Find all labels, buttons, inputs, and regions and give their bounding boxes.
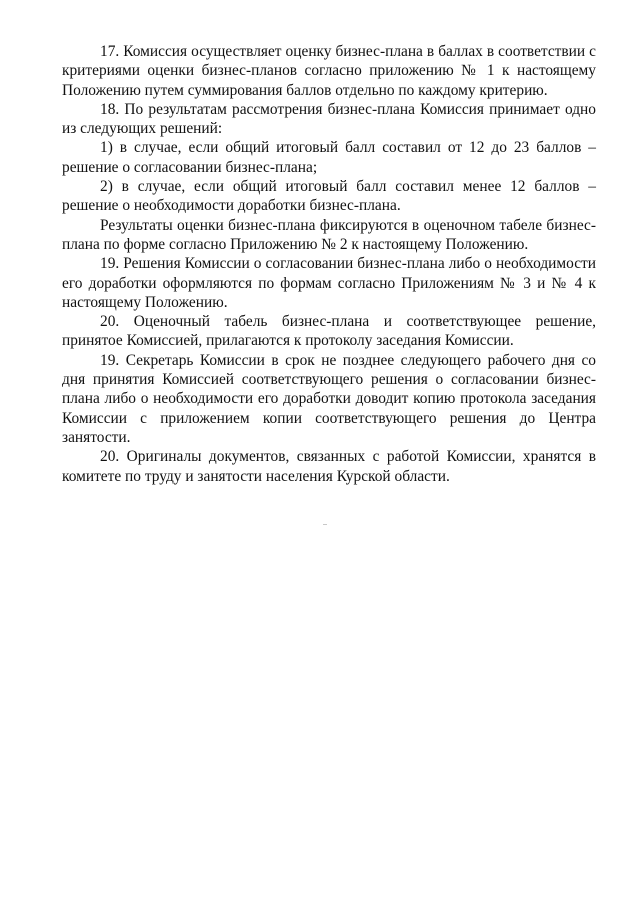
paragraph-results: Результаты оценки бизнес-плана фиксируются в оценочном табеле бизнес-плана по форме согласно Приложению № 2 к настоящему Положению. — [62, 216, 596, 253]
paragraph-19-decisions: 19. Решения Комиссии о согласовании бизнес-плана либо о необходимости его доработки оформляются по формам согласно Приложениям № 3 и № 4 к настоящему Положению. — [62, 255, 596, 311]
paragraph-20-table: 20. Оценочный табель бизнес-плана и соответствующее решение, принятое Комиссией, прилагаются к протоколу заседания Комиссии. — [62, 313, 596, 350]
paragraph-20-originals: 20. Оригиналы документов, связанных с работой Комиссии, хранятся в комитете по труду и занятости населения Курской области. — [62, 448, 596, 485]
paragraph-18: 18. По результатам рассмотрения бизнес-плана Комиссия принимает одно из следующих решений: — [62, 100, 596, 138]
paragraph-17: 17. Комиссия осуществляет оценку бизнес-плана в баллах в соответствии с критериями оценки бизнес-планов согласно приложению № 1 к настоящему Положению путем суммирования баллов отдельно по каждому критерию. — [62, 43, 596, 99]
paragraph-19-secretary: 19. Секретарь Комиссии в срок не позднее следующего рабочего дня со дня принятия Комиссией соответствующего решения о согласовании бизнес-плана либо о необходимости его доработки доводит копию протокола заседания Комиссии с приложением копии соответствующего решения до Центра занятости. — [62, 351, 596, 446]
document-body — [62, 42, 596, 486]
scan-mark — [323, 524, 327, 525]
paragraph-18-option-1: 1) в случае, если общий итоговый балл составил от 12 до 23 баллов – решение о согласовании бизнес-плана; — [62, 139, 596, 176]
paragraph-18-option-2: 2) в случае, если общий итоговый балл составил менее 12 баллов – решение о необходимости доработки бизнес-плана. — [62, 178, 596, 215]
